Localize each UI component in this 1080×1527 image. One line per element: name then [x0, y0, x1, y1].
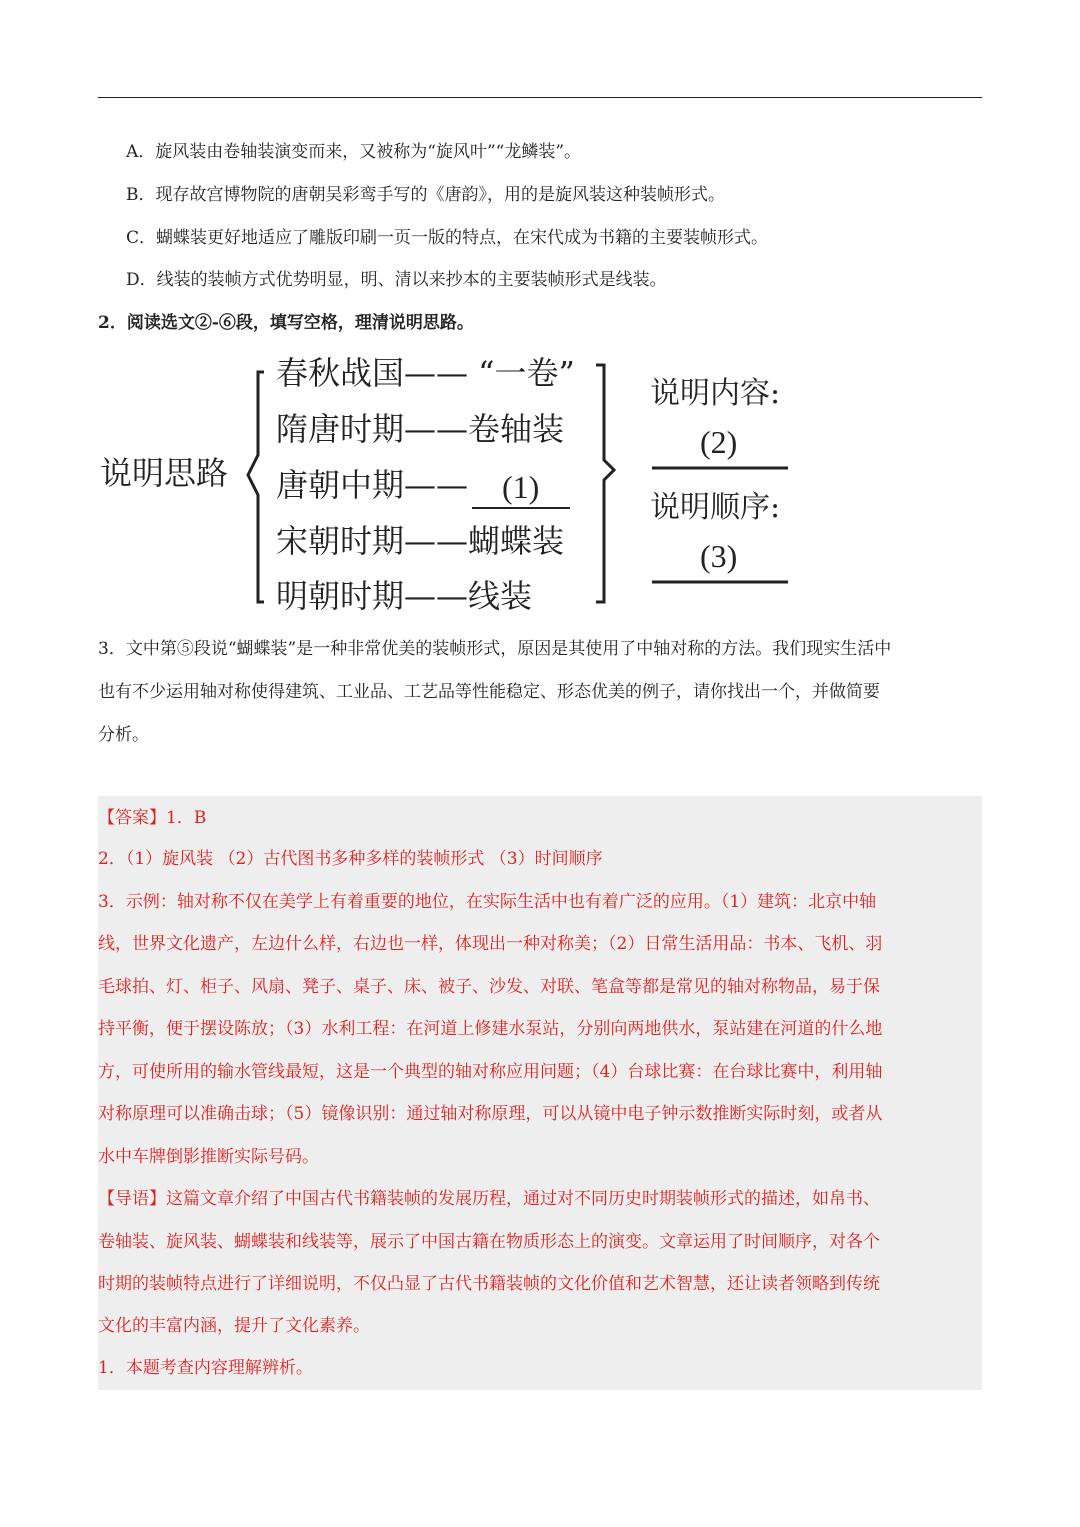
question-3-line: 分析。 — [98, 725, 149, 745]
answer-line: 水中车牌倒影推断实际号码。 — [98, 1147, 319, 1167]
option-c: C．蝴蝶装更好地适应了雕版印刷一页一版的特点，在宋代成为书籍的主要装帧形式。 — [126, 228, 769, 248]
option-a: A．旋风装由卷轴装演变而来，又被称为“旋风叶”“龙鳞装”。 — [126, 142, 582, 162]
option-d: D．线装的装帧方式优势明显，明、清以来抄本的主要装帧形式是线装。 — [126, 270, 667, 290]
answer-line: 2．（1）旋风装 （2）古代图书多种多样的装帧形式 （3）时间顺序 — [98, 849, 603, 869]
answer-line: 毛球拍、灯、柜子、风扇、凳子、桌子、床、被子、沙发、对联、笔盒等都是常见的轴对称物品，易于保 — [98, 977, 880, 997]
blank-3: (3) — [700, 538, 738, 574]
question-2: 2．阅读选文②-⑥段，填写空格，理清说明思路。 — [98, 313, 474, 333]
answer-line: 时期的装帧特点进行了详细说明，不仅凸显了古代书籍装帧的文化价值和艺术智慧，还让读者领略到传统 — [98, 1274, 880, 1294]
row-spring-autumn: 春秋战国—— “一卷” — [276, 354, 575, 392]
answer-line: 方，可使所用的输水管线最短，这是一个典型的轴对称应用问题；（4）台球比赛：在台球比赛中，利用轴 — [98, 1062, 883, 1082]
answer-line: 1．本题考查内容理解辨析。 — [98, 1358, 313, 1378]
answer-line: 线，世界文化遗产，左边什么样，右边也一样，体现出一种对称美；（2）日常生活用品：书本、飞机、羽 — [98, 934, 883, 954]
question-3 — [98, 628, 984, 757]
header-rule — [98, 97, 982, 98]
answer-line: 【答案】1．B — [98, 808, 207, 828]
answer-line: 【导语】这篇文章介绍了中国古代书籍装帧的发展历程，通过对不同历史时期装帧形式的描述，如帛书、 — [98, 1189, 880, 1209]
content-label: 说明内容: — [650, 376, 781, 411]
row-song: 宋朝时期——蝴蝶装 — [276, 522, 565, 560]
option-b: B．现存故宫博物院的唐朝吴彩鸾手写的《唐韵》，用的是旋风装这种装帧形式。 — [126, 185, 725, 205]
answer-line: 卷轴装、旋风装、蝴蝶装和线装等，展示了中国古籍在物质形态上的演变。文章运用了时间顺序，对各个 — [98, 1232, 880, 1252]
left-bracket — [248, 372, 264, 602]
blank-1: (1) — [502, 469, 540, 505]
answer-line: 持平衡，便于摆设陈放；（3）水利工程：在河道上修建水泵站，分别向两地供水，泵站建在河道的什么地 — [98, 1019, 883, 1039]
blank-2: (2) — [700, 424, 738, 460]
right-bracket — [596, 365, 614, 602]
order-label: 说明顺序: — [650, 490, 781, 525]
row-sui-tang: 隋唐时期——卷轴装 — [276, 410, 565, 448]
row-mid-tang: 唐朝中期—— — [276, 466, 469, 504]
answer-line: 对称原理可以准确击球；（5）镜像识别：通过轴对称原理，可以从镜中电子钟示数推断实际时刻，或者从 — [98, 1104, 883, 1124]
answer-box — [98, 796, 982, 1390]
outline-diagram — [98, 350, 818, 620]
question-3-line: 3．文中第⑤段说“蝴蝶装”是一种非常优美的装帧形式，原因是其使用了中轴对称的方法。我们现实生活中 — [98, 639, 892, 659]
answer-line: 3．示例：轴对称不仅在美学上有着重要的地位，在实际生活中也有着广泛的应用。（1）建筑：北京中轴 — [98, 892, 877, 912]
answer-line: 文化的丰富内涵，提升了文化素养。 — [98, 1316, 370, 1336]
question-3-line: 也有不少运用轴对称使得建筑、工业品、工艺品等性能稳定、形态优美的例子，请你找出一个，并做简要 — [98, 682, 880, 702]
row-ming: 明朝时期——线装 — [276, 577, 533, 615]
outline-label: 说明思路 — [100, 454, 229, 492]
